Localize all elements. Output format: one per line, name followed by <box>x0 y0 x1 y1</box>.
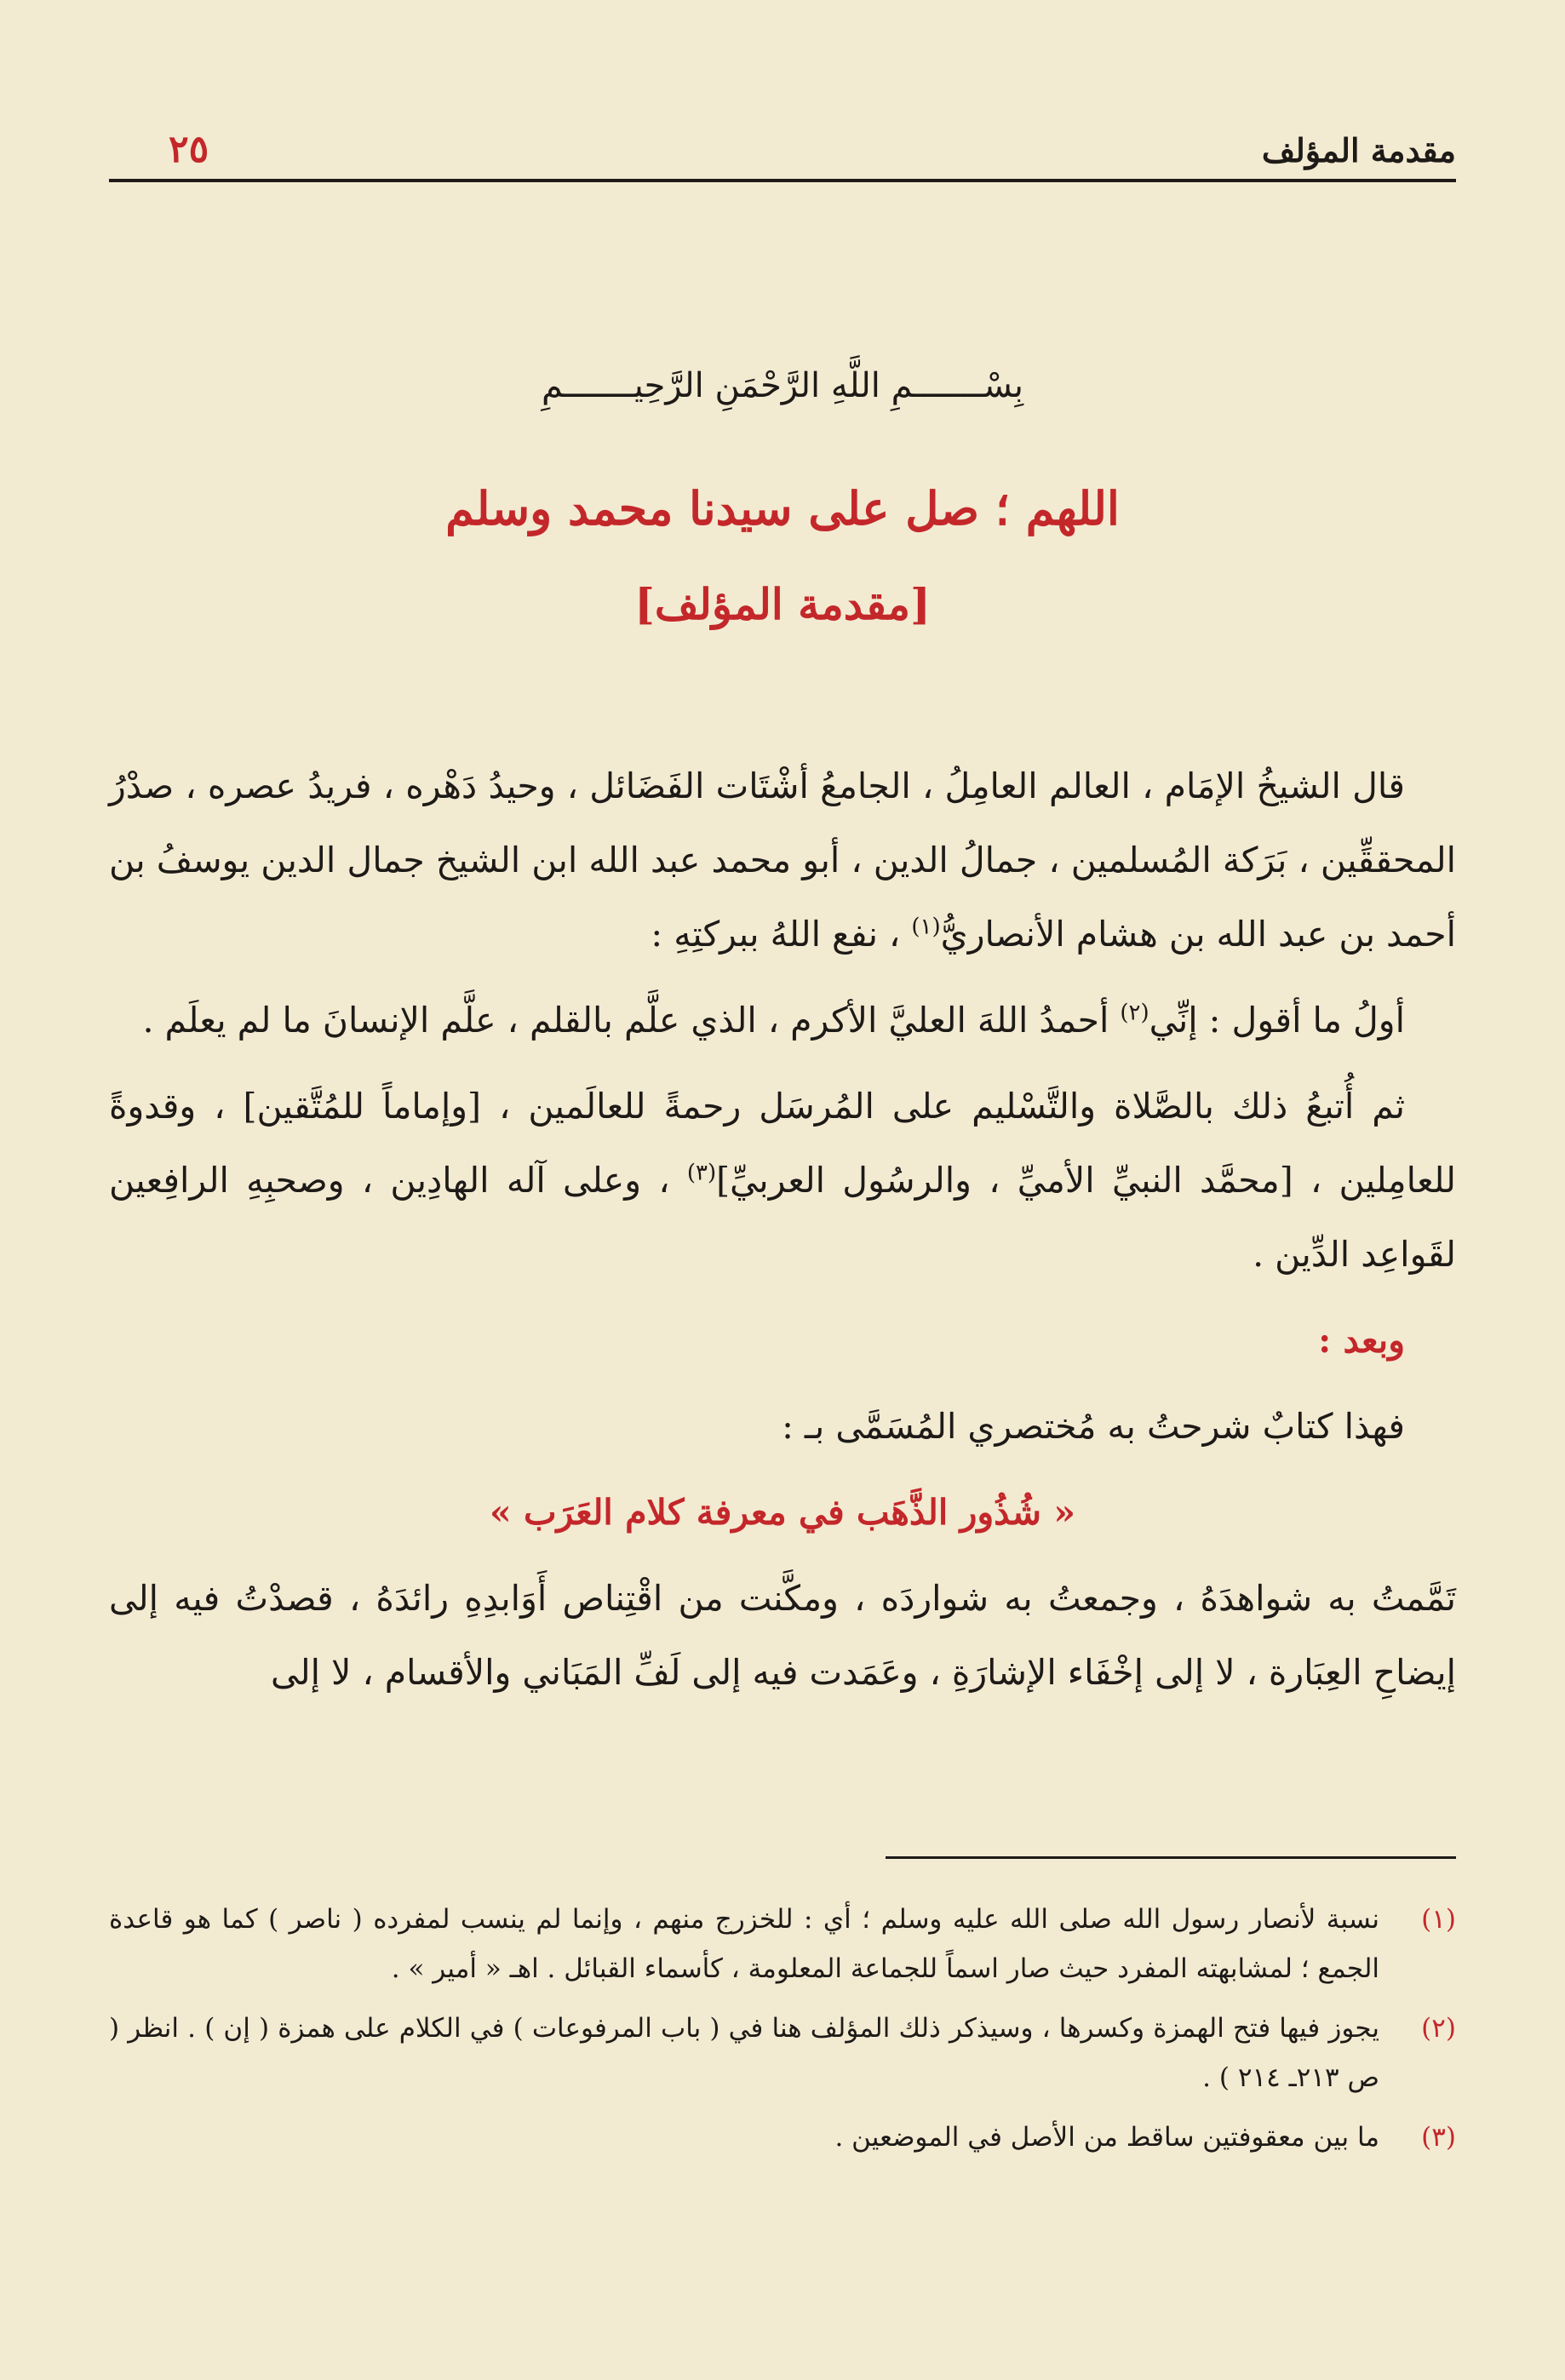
paragraph-3-tail: ، وعلى آله الهادِين ، وصحبِهِ الرافِعين لقَواعِد الدِّين . <box>109 1160 1456 1275</box>
footnote-ref-2: (٢) <box>1120 1000 1149 1026</box>
prayer-heading: اللهم ؛ صل على سيدنا محمد وسلم <box>445 481 1120 536</box>
footnotes <box>109 1895 1456 2172</box>
paragraph-1 <box>109 749 1456 972</box>
footnote-number: (٣) <box>1421 2122 1456 2153</box>
paragraph-2 <box>109 984 1456 1058</box>
page-header <box>109 128 1456 182</box>
footnote-text: ما بين معقوفتين ساقط من الأصل في الموضعين . <box>834 2122 1379 2153</box>
wa-bad-line <box>109 1304 1456 1378</box>
footnote-3 <box>109 2113 1456 2162</box>
paragraph-1-text: قال الشيخُ الإمَام ، العالم العامِلُ ، الجامعُ أشْتَات الفَضَائل ، وحيدُ دَهْره ، فريدُ عصره ، صدْرُ المحققِّين ، بَرَكة المُسلمين ، جمالُ الدين ، أبو محمد عبد الله ابن الشيخ جمال الدين يوسفُ بن أحمد بن عبد الله بن هشام الأنصاريُّ <box>109 766 1456 955</box>
footnote-ref-3: (٣) <box>686 1160 717 1186</box>
paragraph-4: فهذا كتابٌ شرحتُ به مُختصري المُسَمَّى بـ : <box>782 1406 1405 1447</box>
paragraph-3-head: ثم أُتبعُ ذلك بالصَّلاة والتَّسْليم على المُرسَل رحمةً للعالَمين ، [وإماماً للمُتَّقين] ، وقدوةً للعامِلين ، [محمَّد النبيِّ الأميِّ ، والرسُول العربيِّ] <box>109 1086 1456 1201</box>
paragraph-1-tail: ، نفع اللهُ ببركتِهِ : <box>651 914 901 955</box>
section-title: [مقدمة المؤلف] <box>634 579 931 629</box>
running-title: مقدمة المؤلف <box>1261 131 1456 169</box>
basmala: بِسْـــــــمِ اللَّهِ الرَّحْمَنِ الرَّحِيـــــــمِ <box>541 366 1024 405</box>
footnote-ref-1: (١) <box>911 914 941 940</box>
paragraph-5: تَمَّمتُ به شواهدَهُ ، وجمعتُ به شواردَه ، ومكَّنت من اقْتِناص أَوَابدِهِ رائدَهُ ، قصدْتُ فيه إلى إيضاحِ العِبَارة ، لا إلى إخْفَاء الإشارَةِ ، وعَمَدت فيه إلى لَفِّ المَبَاني والأقسام ، لا إلى <box>109 1578 1456 1693</box>
wa-bad-label: وبعد : <box>1318 1320 1405 1361</box>
page-number: ٢٥ <box>169 128 209 171</box>
paragraph-2-tail: أحمدُ اللهَ العليَّ الأكرم ، الذي علَّم بالقلم ، علَّم الإنسانَ ما لم يعلَم . <box>142 1000 1109 1041</box>
footnote-text: نسبة لأنصار رسول الله صلى الله عليه وسلم ؛ أي : للخزرج منهم ، وإنما لم ينسب لمفرده ( ناصر ) كما هو قاعدة الجمع ؛ لمشابهته المفرد حيث صار اسماً للجماعة المعلومة ، كأسماء القبائل . اهـ « أمير » . <box>109 1904 1379 1984</box>
paragraph-2-head: أولُ ما أقول : إنِّي <box>1149 1000 1405 1041</box>
footnote-number: (٢) <box>1421 2013 1456 2044</box>
footnote-1 <box>109 1895 1456 1993</box>
footnote-text: يجوز فيها فتح الهمزة وكسرها ، وسيذكر ذلك المؤلف هنا في ( باب المرفوعات ) في الكلام على همزة ( إن ) . انظر ( ص ٢١٣ـ ٢١٤ ) . <box>109 2013 1379 2093</box>
book-title: « شُذُور الذَّهَب في معرفة كلام العَرَب » <box>490 1492 1075 1533</box>
main-text <box>109 749 1456 1722</box>
footnote-divider <box>886 1856 1456 1859</box>
paragraph-3 <box>109 1070 1456 1292</box>
footnote-number: (١) <box>1421 1904 1456 1935</box>
footnote-2 <box>109 2004 1456 2102</box>
